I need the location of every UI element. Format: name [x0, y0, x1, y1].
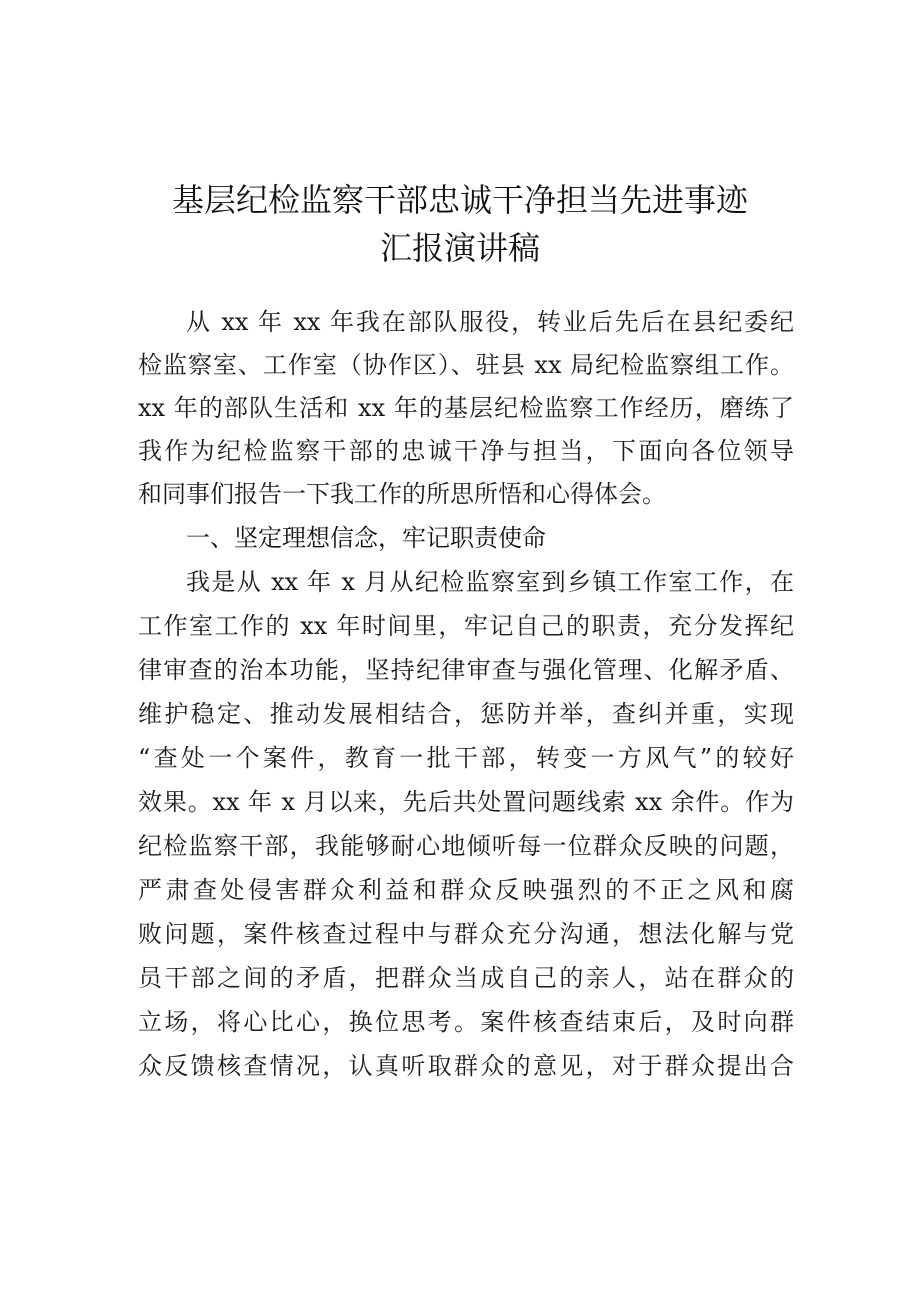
paragraph-2-line: 律审查的治本功能，坚持纪律审查与强化管理、化解矛盾、	[138, 656, 794, 684]
section-heading: 一、坚定理想信念，牢记职责使命	[186, 524, 546, 552]
paragraph-2-line: 严肃查处侵害群众利益和群众反映强烈的不正之风和腐	[138, 876, 794, 904]
paragraph-1-line: 检监察室、工作室（协作区）、驻县 xx 局纪检监察组工作。	[138, 351, 794, 379]
paragraph-2-line: 我是从 xx 年 x 月从纪检监察室到乡镇工作室工作，在	[186, 568, 794, 596]
paragraph-2-line: 员干部之间的矛盾，把群众当成自己的亲人，站在群众的	[138, 964, 794, 992]
paragraph-1-line: 我作为纪检监察干部的忠诚干净与担当，下面向各位领导	[138, 437, 794, 465]
paragraph-1-line: 和同事们报告一下我工作的所思所悟和心得体会。	[138, 480, 666, 508]
paragraph-1-line: xx 年的部队生活和 xx 年的基层纪检监察工作经历，磨练了	[138, 394, 794, 422]
paragraph-2-line: “查处一个案件，教育一批干部，转变一方风气”的较好	[138, 744, 794, 772]
paragraph-2-line: 众反馈核查情况，认真听取群众的意见，对于群众提出合	[138, 1052, 794, 1080]
paragraph-2-line: 败问题，案件核查过程中与群众充分沟通，想法化解与党	[138, 920, 794, 948]
paragraph-2-line: 纪检监察干部，我能够耐心地倾听每一位群众反映的问题，	[138, 832, 794, 860]
document-title-line-2: 汇报演讲稿	[379, 229, 540, 267]
paragraph-2-line: 维护稳定、推动发展相结合，惩防并举，查纠并重，实现	[138, 700, 794, 728]
paragraph-2-line: 立场，将心比心，换位思考。案件核查结束后，及时向群	[138, 1008, 794, 1036]
document-title-line-1: 基层纪检监察干部忠诚干净担当先进事迹	[171, 181, 748, 219]
paragraph-2-line: 效果。xx 年 x 月以来，先后共处置问题线索 xx 余件。作为	[138, 788, 794, 816]
paragraph-2-line: 工作室工作的 xx 年时间里，牢记自己的职责，充分发挥纪	[138, 612, 794, 640]
paragraph-1-line: 从 xx 年 xx 年我在部队服役，转业后先后在县纪委纪	[186, 308, 794, 336]
